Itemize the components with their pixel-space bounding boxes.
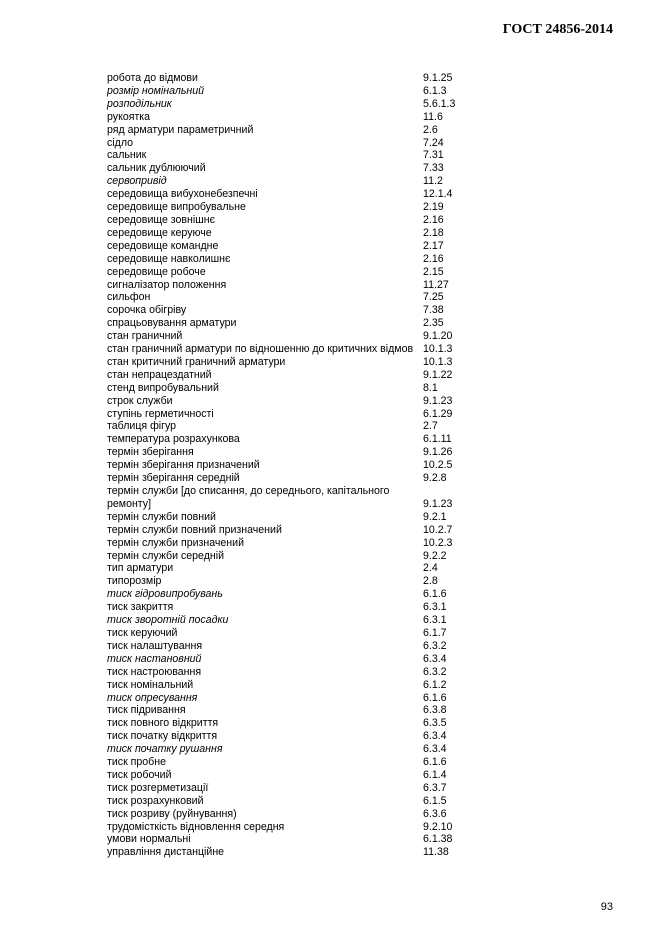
index-term: сальник дублюючий	[107, 162, 206, 175]
index-term: тиск настановний	[107, 652, 202, 665]
index-term: тиск підривання	[107, 704, 186, 717]
index-term: термін служби середній	[107, 549, 225, 562]
index-reference: 9.2.2	[423, 549, 447, 562]
index-entry	[107, 395, 487, 408]
index-entry	[107, 666, 487, 679]
index-reference: 12.1.4	[423, 188, 453, 201]
index-term: температура розрахункова	[107, 433, 240, 446]
index-reference: 6.3.6	[423, 807, 447, 820]
index-reference: 6.3.1	[423, 614, 447, 627]
index-term: типорозмір	[107, 575, 162, 588]
index-reference: 6.3.1	[423, 601, 447, 614]
index-reference: 5.6.1.3	[423, 97, 456, 110]
index-entry	[107, 627, 487, 640]
index-reference: 10.2.3	[423, 536, 453, 549]
index-reference: 7.31	[423, 149, 444, 162]
index-entry	[107, 782, 487, 795]
index-reference: 10.2.7	[423, 523, 453, 536]
index-entry	[107, 433, 487, 446]
index-term: середовище зовнішнє	[107, 213, 216, 226]
index-term: тиск закриття	[107, 601, 174, 614]
index-entry	[107, 679, 487, 692]
index-entry	[107, 317, 487, 330]
index-entry	[107, 821, 487, 834]
index-entry	[107, 833, 487, 846]
index-reference: 11.27	[423, 278, 449, 291]
index-entry	[107, 704, 487, 717]
index-term: тиск настроювання	[107, 665, 202, 678]
index-entry	[107, 188, 487, 201]
index-reference: 6.1.11	[423, 433, 452, 446]
index-entry	[107, 214, 487, 227]
index-term: тиск пробне	[107, 756, 166, 769]
index-term: термін служби [до списання, до середнього, капітального ремонту]	[107, 485, 390, 510]
index-entry	[107, 524, 487, 537]
index-reference: 9.2.8	[423, 472, 447, 485]
index-reference: 6.3.4	[423, 743, 447, 756]
index-reference: 9.1.20	[423, 330, 453, 343]
index-entry	[107, 124, 487, 137]
index-entry	[107, 717, 487, 730]
index-term: рукоятка	[107, 110, 151, 123]
index-reference: 10.2.5	[423, 459, 453, 472]
index-reference: 10.1.3	[423, 343, 453, 356]
index-entry	[107, 614, 487, 627]
index-reference: 6.3.4	[423, 652, 447, 665]
index-entry	[107, 330, 487, 343]
index-entry	[107, 485, 487, 511]
index-term: ступінь герметичності	[107, 407, 214, 420]
index-entry	[107, 356, 487, 369]
index-term: тиск розриву (руйнування)	[107, 807, 237, 820]
index-reference: 9.1.26	[423, 446, 453, 459]
index-reference: 6.1.5	[423, 794, 447, 807]
index-entry	[107, 201, 487, 214]
index-reference: 11.6	[423, 110, 443, 123]
index-reference: 2.15	[423, 265, 444, 278]
index-entry	[107, 550, 487, 563]
index-term: розподільник	[107, 97, 172, 110]
index-entry	[107, 279, 487, 292]
index-term: строк служби	[107, 394, 173, 407]
term-index	[107, 72, 487, 859]
index-term: сигналізатор положення	[107, 278, 227, 291]
index-term: тиск опресування	[107, 691, 198, 704]
index-term: тиск початку відкриття	[107, 730, 218, 743]
document-code: ГОСТ 24856-2014	[502, 22, 613, 37]
index-entry	[107, 588, 487, 601]
index-term: термін служби призначений	[107, 536, 244, 549]
index-reference: 6.1.4	[423, 768, 447, 781]
index-reference: 7.38	[423, 304, 444, 317]
index-reference: 6.3.2	[423, 639, 447, 652]
index-term: термін зберігання середній	[107, 472, 240, 485]
index-term: термін служби повний	[107, 510, 216, 523]
index-reference: 6.1.6	[423, 756, 447, 769]
index-reference: 9.2.10	[423, 820, 453, 833]
index-entry	[107, 227, 487, 240]
index-entry	[107, 808, 487, 821]
index-reference: 7.24	[423, 136, 444, 149]
index-reference: 2.4	[423, 562, 438, 575]
index-entry	[107, 162, 487, 175]
index-term: тип арматури	[107, 562, 174, 575]
index-reference: 6.1.2	[423, 678, 447, 691]
index-term: стан критичний граничний арматури	[107, 355, 286, 368]
index-entry	[107, 408, 487, 421]
index-reference: 9.1.25	[423, 72, 453, 84]
index-reference: 2.7	[423, 420, 438, 433]
index-term: середовище керуюче	[107, 226, 212, 239]
index-entry	[107, 175, 487, 188]
index-reference: 9.2.1	[423, 510, 447, 523]
index-term: трудомісткість відновлення середня	[107, 820, 285, 833]
index-entry	[107, 369, 487, 382]
index-entry	[107, 692, 487, 705]
index-reference: 11.2	[423, 175, 443, 188]
index-term: сильфон	[107, 291, 151, 304]
index-reference: 6.3.4	[423, 730, 447, 743]
index-reference: 2.18	[423, 226, 444, 239]
index-term: середовища вибухонебезпечні	[107, 188, 258, 201]
index-term: термін зберігання	[107, 446, 194, 459]
index-entry	[107, 72, 487, 85]
index-term: середовище робоче	[107, 265, 206, 278]
index-reference: 7.25	[423, 291, 444, 304]
index-term: сальник	[107, 149, 147, 162]
index-entry	[107, 601, 487, 614]
index-term: управління дистанційне	[107, 846, 225, 859]
index-term: умови нормальні	[107, 833, 191, 846]
index-entry	[107, 575, 487, 588]
index-entry	[107, 743, 487, 756]
index-entry	[107, 459, 487, 472]
index-reference: 6.1.6	[423, 691, 447, 704]
index-reference: 2.8	[423, 575, 438, 588]
index-term: робота до відмови	[107, 72, 198, 84]
index-reference: 6.1.7	[423, 626, 447, 639]
index-reference: 7.33	[423, 162, 444, 175]
index-reference: 9.1.23	[423, 497, 453, 510]
index-term: середовище командне	[107, 239, 219, 252]
index-reference: 11.38	[423, 846, 449, 859]
index-term: розмір номінальний	[107, 84, 205, 97]
index-term: тиск розрахунковий	[107, 794, 204, 807]
index-term: середовище випробувальне	[107, 201, 246, 214]
index-reference: 6.3.2	[423, 665, 447, 678]
index-entry	[107, 98, 487, 111]
index-reference: 10.1.3	[423, 355, 453, 368]
index-entry	[107, 149, 487, 162]
index-entry	[107, 769, 487, 782]
index-entry	[107, 730, 487, 743]
index-reference: 2.19	[423, 201, 444, 214]
index-entry	[107, 537, 487, 550]
index-entry	[107, 640, 487, 653]
index-entry	[107, 446, 487, 459]
index-term: таблиця фігур	[107, 420, 177, 433]
index-term: сорочка обігріву	[107, 304, 187, 317]
index-entry	[107, 653, 487, 666]
index-reference: 8.1	[423, 381, 438, 394]
index-term: тиск зворотній посадки	[107, 614, 229, 627]
index-entry	[107, 420, 487, 433]
index-reference: 6.1.6	[423, 588, 447, 601]
index-entry	[107, 291, 487, 304]
index-entry	[107, 846, 487, 859]
index-entry	[107, 111, 487, 124]
index-term: стан граничний арматури по відношенню до критичних відмов	[107, 343, 414, 356]
page-number: 93	[600, 901, 613, 913]
index-term: термін служби повний призначений	[107, 523, 282, 536]
index-reference: 2.6	[423, 123, 438, 136]
index-reference: 2.16	[423, 213, 444, 226]
index-entry	[107, 511, 487, 524]
index-reference: 9.1.22	[423, 368, 453, 381]
index-reference: 9.1.23	[423, 394, 453, 407]
index-reference: 6.1.3	[423, 84, 447, 97]
index-entry	[107, 304, 487, 317]
index-term: стан непрацездатний	[107, 368, 212, 381]
index-entry	[107, 240, 487, 253]
index-term: сервопривід	[107, 175, 167, 188]
index-reference: 6.3.8	[423, 704, 447, 717]
index-entry	[107, 756, 487, 769]
index-term: спрацьовування арматури	[107, 317, 237, 330]
index-reference: 6.3.5	[423, 717, 447, 730]
index-entry	[107, 343, 487, 356]
index-entry	[107, 137, 487, 150]
index-entry	[107, 795, 487, 808]
index-term: стенд випробувальний	[107, 381, 219, 394]
index-term: сідло	[107, 136, 134, 149]
index-entry	[107, 266, 487, 279]
index-term: ряд арматури параметричний	[107, 123, 254, 136]
index-reference: 2.16	[423, 252, 444, 265]
index-term: тиск налаштування	[107, 639, 203, 652]
index-term: тиск робочий	[107, 768, 172, 781]
index-reference: 6.1.38	[423, 833, 453, 846]
index-entry	[107, 382, 487, 395]
index-reference: 2.17	[423, 239, 444, 252]
index-term: тиск початку рушання	[107, 743, 223, 756]
index-term: термін зберігання призначений	[107, 459, 260, 472]
index-term: стан граничний	[107, 330, 183, 343]
index-term: середовище навколишнє	[107, 252, 231, 265]
index-entry	[107, 253, 487, 266]
index-entry	[107, 472, 487, 485]
index-reference: 2.35	[423, 317, 444, 330]
index-term: тиск розгерметизації	[107, 781, 209, 794]
index-term: тиск гідровипробувань	[107, 588, 223, 601]
index-entry	[107, 85, 487, 98]
index-reference: 6.1.29	[423, 407, 453, 420]
index-term: тиск повного відкриття	[107, 717, 219, 730]
index-term: тиск керуючий	[107, 626, 178, 639]
index-reference: 6.3.7	[423, 781, 447, 794]
index-term: тиск номінальний	[107, 678, 194, 691]
index-entry	[107, 562, 487, 575]
